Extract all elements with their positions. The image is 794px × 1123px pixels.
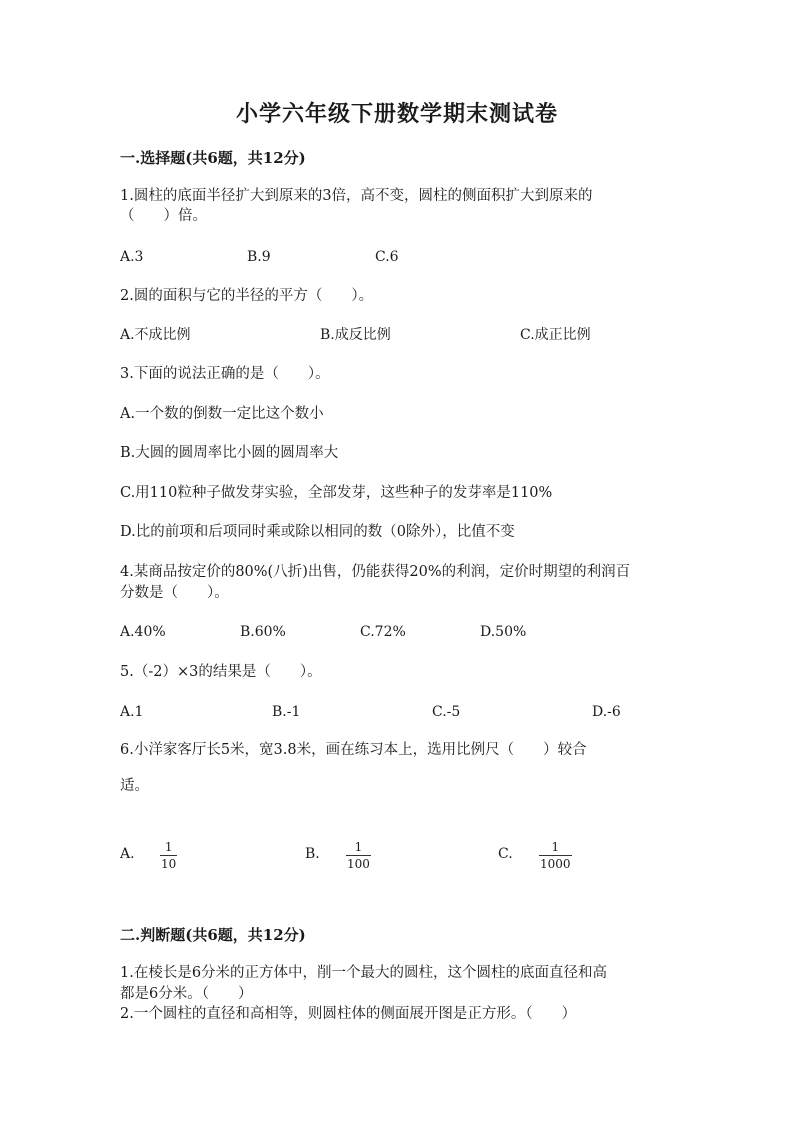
- question-1-option-a: A.3: [120, 249, 144, 265]
- question-1-option-c: C.6: [375, 249, 399, 265]
- fraction-denominator: 10: [161, 857, 177, 871]
- fraction-numerator: 1: [551, 840, 560, 854]
- tf-question-1-line-2: 都是6分米。（ ）: [120, 986, 253, 1002]
- fraction-bar: [160, 855, 177, 856]
- question-4-option-d: D.50%: [480, 624, 527, 640]
- section-heading-multiple-choice: 一.选择题(共6题，共12分): [120, 149, 306, 167]
- question-1-line-1: 1.圆柱的底面半径扩大到原来的3倍，高不变，圆柱的侧面积扩大到原来的: [120, 188, 593, 204]
- question-6-option-b-fraction: [346, 840, 371, 871]
- question-6-option-a-fraction: [160, 840, 177, 871]
- fraction-denominator: 100: [347, 857, 370, 871]
- tf-question-1-line-1: 1.在棱长是6分米的正方体中，削一个最大的圆柱，这个圆柱的底面直径和高: [120, 965, 608, 981]
- question-6-option-b-label: B.: [305, 846, 320, 862]
- fraction-denominator: 1000: [540, 857, 571, 871]
- question-5-option-b: B.-1: [272, 704, 301, 720]
- question-5-text: 5.（-2）×3的结果是（ ）。: [120, 664, 322, 680]
- question-5-option-a: A.1: [120, 704, 144, 720]
- question-2-option-b: B.成反比例: [320, 327, 391, 343]
- section-heading-true-false: 二.判断题(共6题，共12分): [120, 926, 306, 944]
- fraction-bar: [539, 855, 572, 856]
- fraction-numerator: 1: [354, 840, 363, 854]
- fraction-bar: [346, 855, 371, 856]
- question-4-line-1: 4.某商品按定价的80%(八折)出售，仍能获得20%的利润，定价时期望的利润百: [120, 564, 631, 580]
- question-6-option-c-label: C.: [498, 846, 513, 862]
- question-6-option-a-label: A.: [120, 846, 135, 862]
- question-4-line-2: 分数是（ ）。: [120, 585, 229, 601]
- question-1-line-2: （ ）倍。: [120, 208, 207, 224]
- question-6-option-c-fraction: [539, 840, 572, 871]
- question-3-option-d: D.比的前项和后项同时乘或除以相同的数（0除外），比值不变: [120, 524, 515, 540]
- question-3-option-c: C.用110粒种子做发芽实验，全部发芽，这些种子的发芽率是110%: [120, 485, 553, 501]
- question-4-option-b: B.60%: [240, 624, 286, 640]
- question-3-option-a: A.一个数的倒数一定比这个数小: [120, 406, 324, 422]
- question-2-option-c: C.成正比例: [520, 327, 591, 343]
- question-4-option-a: A.40%: [120, 624, 166, 640]
- question-6-line-2: 适。: [120, 778, 149, 794]
- question-5-option-c: C.-5: [432, 704, 461, 720]
- question-3-text: 3.下面的说法正确的是（ ）。: [120, 366, 330, 382]
- question-2-text: 2.圆的面积与它的半径的平方（ ）。: [120, 288, 374, 304]
- question-4-option-c: C.72%: [360, 624, 406, 640]
- tf-question-2-text: 2.一个圆柱的直径和高相等，则圆柱体的侧面展开图是正方形。（ ）: [120, 1006, 577, 1022]
- question-5-option-d: D.-6: [592, 704, 621, 720]
- question-6-line-1: 6.小洋家客厅长5米，宽3.8米，画在练习本上，选用比例尺（ ）较合: [120, 742, 587, 758]
- question-2-option-a: A.不成比例: [120, 327, 191, 343]
- fraction-numerator: 1: [164, 840, 173, 854]
- question-1-option-b: B.9: [247, 249, 271, 265]
- page-title: 小学六年级下册数学期末测试卷: [235, 101, 558, 127]
- question-3-option-b: B.大圆的圆周率比小圆的圆周率大: [120, 445, 339, 461]
